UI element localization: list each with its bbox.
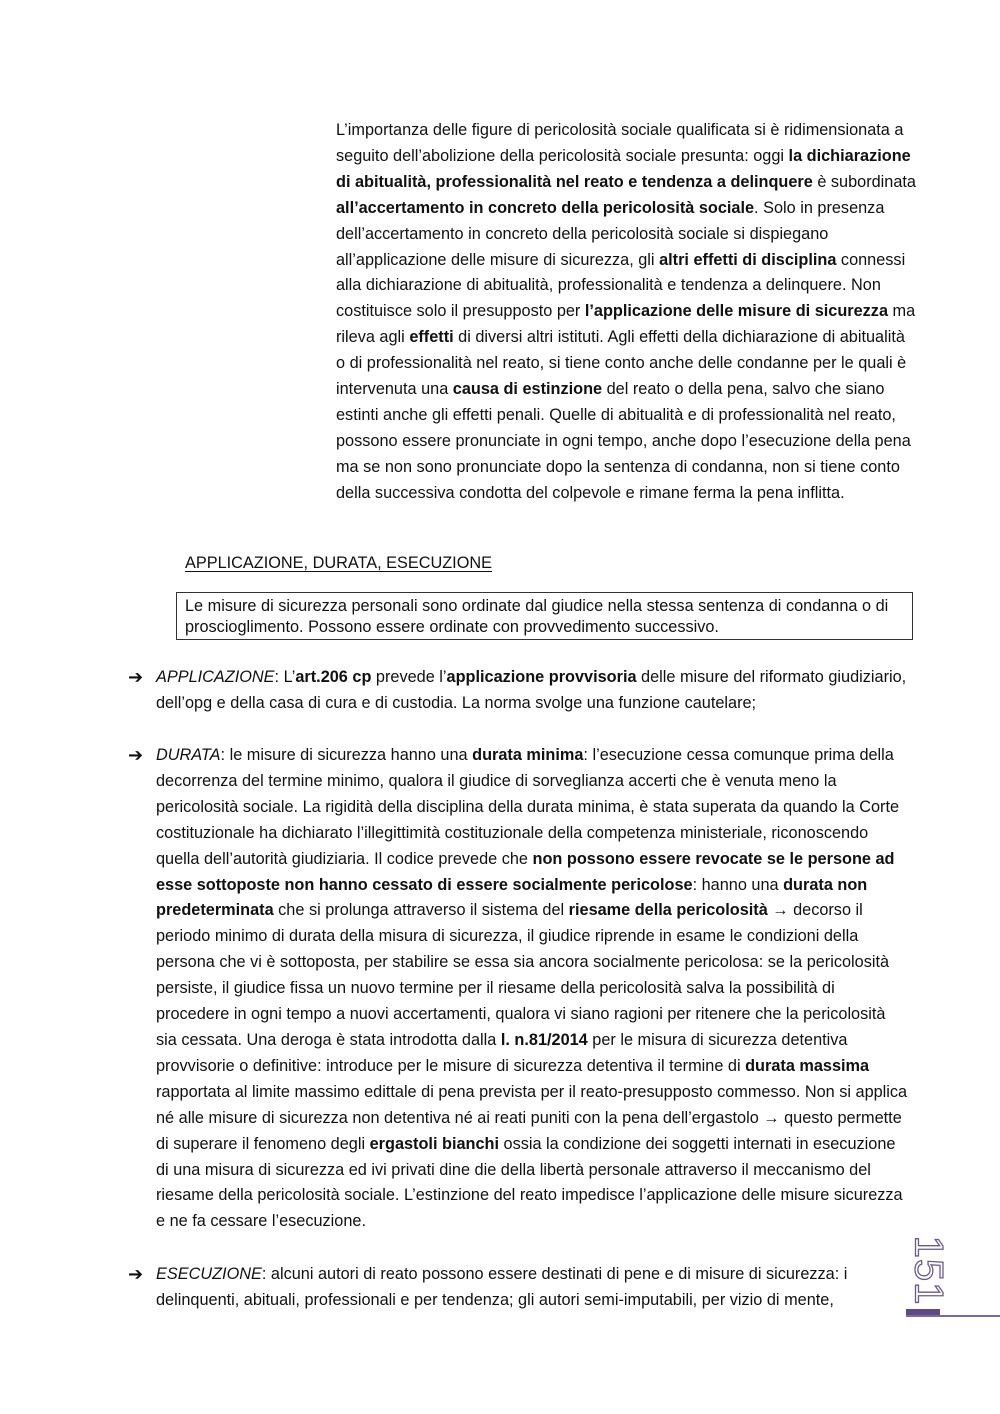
text-run: : hanno una bbox=[692, 875, 784, 894]
bold-run: ergastoli bianchi bbox=[369, 1134, 499, 1153]
bold-run: durata non predeterminata bbox=[156, 875, 868, 920]
bullet-esecuzione bbox=[128, 1262, 908, 1314]
text-run: : l’esecuzione cessa comunque prima della decorrenza del termine minimo, qualora il giudice di sorveglianza accerti che è venuta meno la pericolosità sociale. La rigidità della disciplina della durata minima, è stata superata da quando la Corte costituzionale ha dichiarato l’illegittimità costituzionale della competenza ministeriale, riconoscendo quella dell’autorità giudiziaria. Il codice prevede che bbox=[156, 746, 900, 868]
bold-run: art.206 cp bbox=[295, 668, 372, 686]
page-number-text: 151 bbox=[906, 1235, 951, 1305]
bold-run: non possono essere revocate se le persone ad esse sottoposte non hanno cessato di essere socialmente pericolose bbox=[156, 849, 895, 894]
bold-run: causa di estinzione bbox=[452, 380, 603, 399]
text-run: : alcuni autori di reato possono essere destinati di pene e di misure di sicurezza: i delinquenti, abituali, professionali e per tendenza; gli autori semi-imputabili, per vizio di mente, bbox=[156, 1265, 848, 1309]
text-run: . Solo in presenza dell’accertamento in concreto della pericolosità sociale si dispiegano all’applicazione delle misure di sicurezza, gli bbox=[336, 198, 885, 269]
bullet-label: ESECUZIONE bbox=[156, 1265, 262, 1283]
bold-run: la dichiarazione di abitualità, professionalità nel reato e tendenza a delinquere bbox=[336, 146, 911, 191]
arrow-bullet-icon: ➔ bbox=[128, 667, 144, 687]
bold-run: l’applicazione delle misure di sicurezza bbox=[584, 302, 888, 321]
section-heading: APPLICAZIONE, DURATA, ESECUZIONE bbox=[185, 554, 492, 572]
bold-run: all’accertamento in concreto della pericolosità sociale bbox=[336, 198, 755, 217]
text-run: che si prolunga attraverso il sistema del bbox=[273, 901, 569, 920]
bold-run: riesame della pericolosità bbox=[568, 901, 768, 920]
bullet-text bbox=[156, 1262, 908, 1314]
text-run: : le misure di sicurezza hanno una bbox=[220, 746, 473, 764]
bold-run: altri effetti di disciplina bbox=[659, 250, 837, 269]
text-run: delle misure del riformato giudiziario, dell’opg e della casa di cura e di custodia. La norma svolge una funzione cautelare; bbox=[156, 668, 907, 712]
text-run: prevede l’ bbox=[371, 668, 447, 686]
bullet-label: APPLICAZIONE bbox=[156, 668, 275, 686]
text-run: di diversi altri istituti. Agli effetti della dichiarazione di abitualità o di professionalità nel reato, si tiene conto anche delle condanne per le quali è intervenuta una bbox=[336, 328, 907, 399]
bullet-durata bbox=[128, 743, 908, 1235]
text-run: per le misura di sicurezza detentiva provvisorie o definitive: introduce per le misure di sicurezza detentiva il termine di bbox=[156, 1030, 848, 1075]
bold-run: durata massima bbox=[745, 1056, 870, 1075]
text-run: connessi alla dichiarazione di abitualità, professionalità e tendenza a delinquere. Non costituisce solo il presupposto per bbox=[336, 250, 906, 321]
text-run: rapportata al limite massimo edittale di pena prevista per il reato-presupposto commesso. Non si applica né alle misure di sicurezza non detentiva né ai reati puniti con la pena dell’ergastolo → questo permette di superare il fenomeno degli bbox=[156, 1082, 908, 1153]
bold-run: effetti bbox=[409, 328, 454, 347]
bold-run: applicazione provvisoria bbox=[446, 668, 637, 686]
arrow-bullet-icon: ➔ bbox=[128, 1264, 144, 1284]
bullet-label: DURATA bbox=[156, 746, 221, 764]
arrow-bullet-icon: ➔ bbox=[128, 745, 144, 765]
page-footer-rule bbox=[906, 1315, 1000, 1317]
bullet-text bbox=[156, 665, 908, 717]
text-run: è subordinata bbox=[812, 172, 916, 191]
text-run: ossia la condizione dei soggetti internati in esecuzione di una misura di sicurezza ed ivi privati dine die della libertà personale attraverso il meccanismo del riesame della pericolosità sociale. L’estinzione del reato impedisce l’applicazione delle misure sicurezza e ne fa cessare l’esecuzione. bbox=[156, 1134, 903, 1231]
page-number bbox=[906, 1236, 950, 1304]
boxed-note: Le misure di sicurezza personali sono ordinate dal giudice nella stessa sentenza di condanna o di proscioglimento. Possono essere ordinate con provvedimento successivo. bbox=[176, 592, 913, 640]
text-run: del reato o della pena, salvo che siano estinti anche gli effetti penali. Quelle di abitualità e di professionalità nel reato, possono essere pronunciate in ogni tempo, anche dopo l’esecuzione della pena ma se non sono pronunciate dopo la sentenza di condanna, non si tiene conto della successiva condotta del colpevole e rimane ferma la pena inflitta. bbox=[336, 380, 911, 502]
bold-run: l. n.81/2014 bbox=[500, 1030, 588, 1049]
text-run: → decorso il periodo minimo di durata della misura di sicurezza, il giudice riprende in esame le condizioni della persona che vi è sottoposta, per stabilire se essa sia ancora socialmente pericolosa: se la pericolosità persiste, il giudice fissa un nuovo termine per il riesame della pericolosità salva la possibilità di procedere in ogni tempo a nuovi accertamenti, qualora vi siano ragioni per ritenere che la pericolosità sia cessata. Una deroga è stata introdotta dalla bbox=[156, 901, 890, 1049]
text-run: ma rileva agli bbox=[336, 302, 916, 347]
text-run: : L’ bbox=[274, 668, 296, 686]
bold-run: durata minima bbox=[472, 746, 584, 764]
text-run: L’importanza delle figure di pericolosità sociale qualificata si è ridimensionata a seguito dell’abolizione della pericolosità sociale presunta: oggi bbox=[336, 121, 904, 165]
intro-paragraph bbox=[336, 118, 916, 507]
bullet-applicazione bbox=[128, 665, 908, 717]
bullet-text bbox=[156, 743, 908, 1235]
